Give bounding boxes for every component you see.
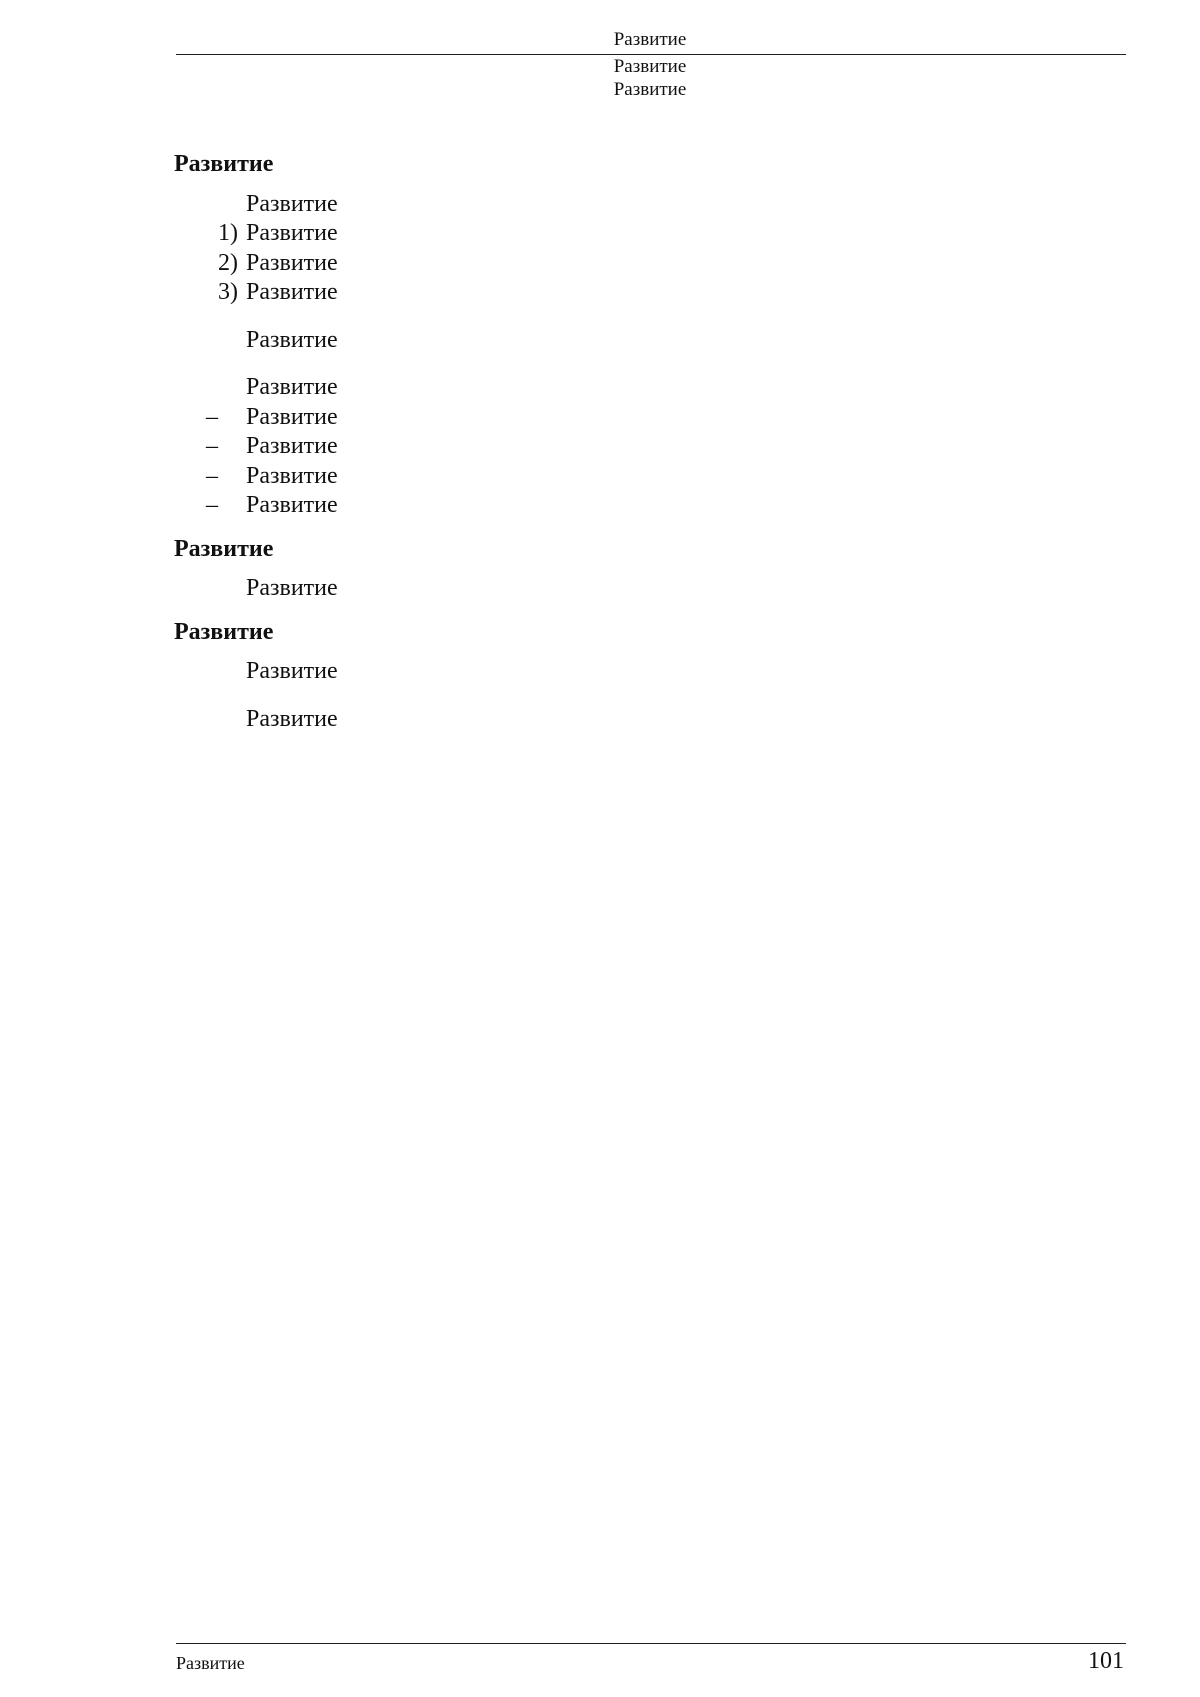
header-section: Развитие bbox=[613, 79, 687, 100]
dash-bullet: – bbox=[206, 492, 218, 518]
list-item-text: Развитие bbox=[246, 462, 338, 489]
list-item-text: Развитие bbox=[246, 220, 338, 246]
list-item bbox=[174, 219, 1126, 249]
footer-rule bbox=[176, 1643, 1126, 1644]
header-title: Развитие bbox=[613, 29, 687, 50]
paragraph-17-4-uds: Развитие bbox=[246, 658, 338, 684]
document-body bbox=[174, 150, 1126, 734]
dash-bullet: – bbox=[206, 462, 218, 489]
requirements-list bbox=[174, 219, 1126, 308]
paragraph-17-3: Развитие bbox=[246, 575, 338, 601]
paragraph-gbu: Развитие bbox=[246, 374, 338, 400]
list-number: 3) bbox=[218, 279, 238, 305]
list-item bbox=[174, 491, 1126, 521]
list-item-text: Развитие bbox=[246, 249, 338, 276]
paragraph-17-4-profiles: Развитие bbox=[246, 705, 338, 732]
list-item bbox=[174, 403, 1126, 433]
footer-copyright: Развитие bbox=[176, 1653, 245, 1673]
dash-bullet: – bbox=[206, 433, 218, 459]
list-item-text: Развитие bbox=[246, 279, 338, 305]
list-item bbox=[174, 249, 1126, 279]
list-item bbox=[174, 462, 1126, 492]
list-item bbox=[174, 278, 1126, 308]
dash-bullet: – bbox=[206, 403, 218, 430]
list-item-text: Развитие bbox=[246, 403, 338, 430]
paragraph-17-2-intro: Развитие bbox=[246, 190, 338, 217]
goals-list bbox=[174, 403, 1126, 521]
list-number: 1) bbox=[218, 220, 238, 246]
header-rule bbox=[176, 54, 1126, 55]
heading-17-4: Развитие bbox=[174, 618, 274, 645]
paragraph-its: Развитие bbox=[246, 326, 338, 353]
list-number: 2) bbox=[218, 249, 238, 276]
list-item bbox=[174, 432, 1126, 462]
list-item-text: Развитие bbox=[246, 492, 338, 518]
header-volume: Развитие bbox=[613, 56, 687, 77]
page-number: 101 bbox=[1088, 1648, 1124, 1674]
heading-17-3: Развитие bbox=[174, 535, 274, 562]
heading-17-2: Развитие bbox=[174, 151, 274, 177]
list-item-text: Развитие bbox=[246, 433, 338, 459]
